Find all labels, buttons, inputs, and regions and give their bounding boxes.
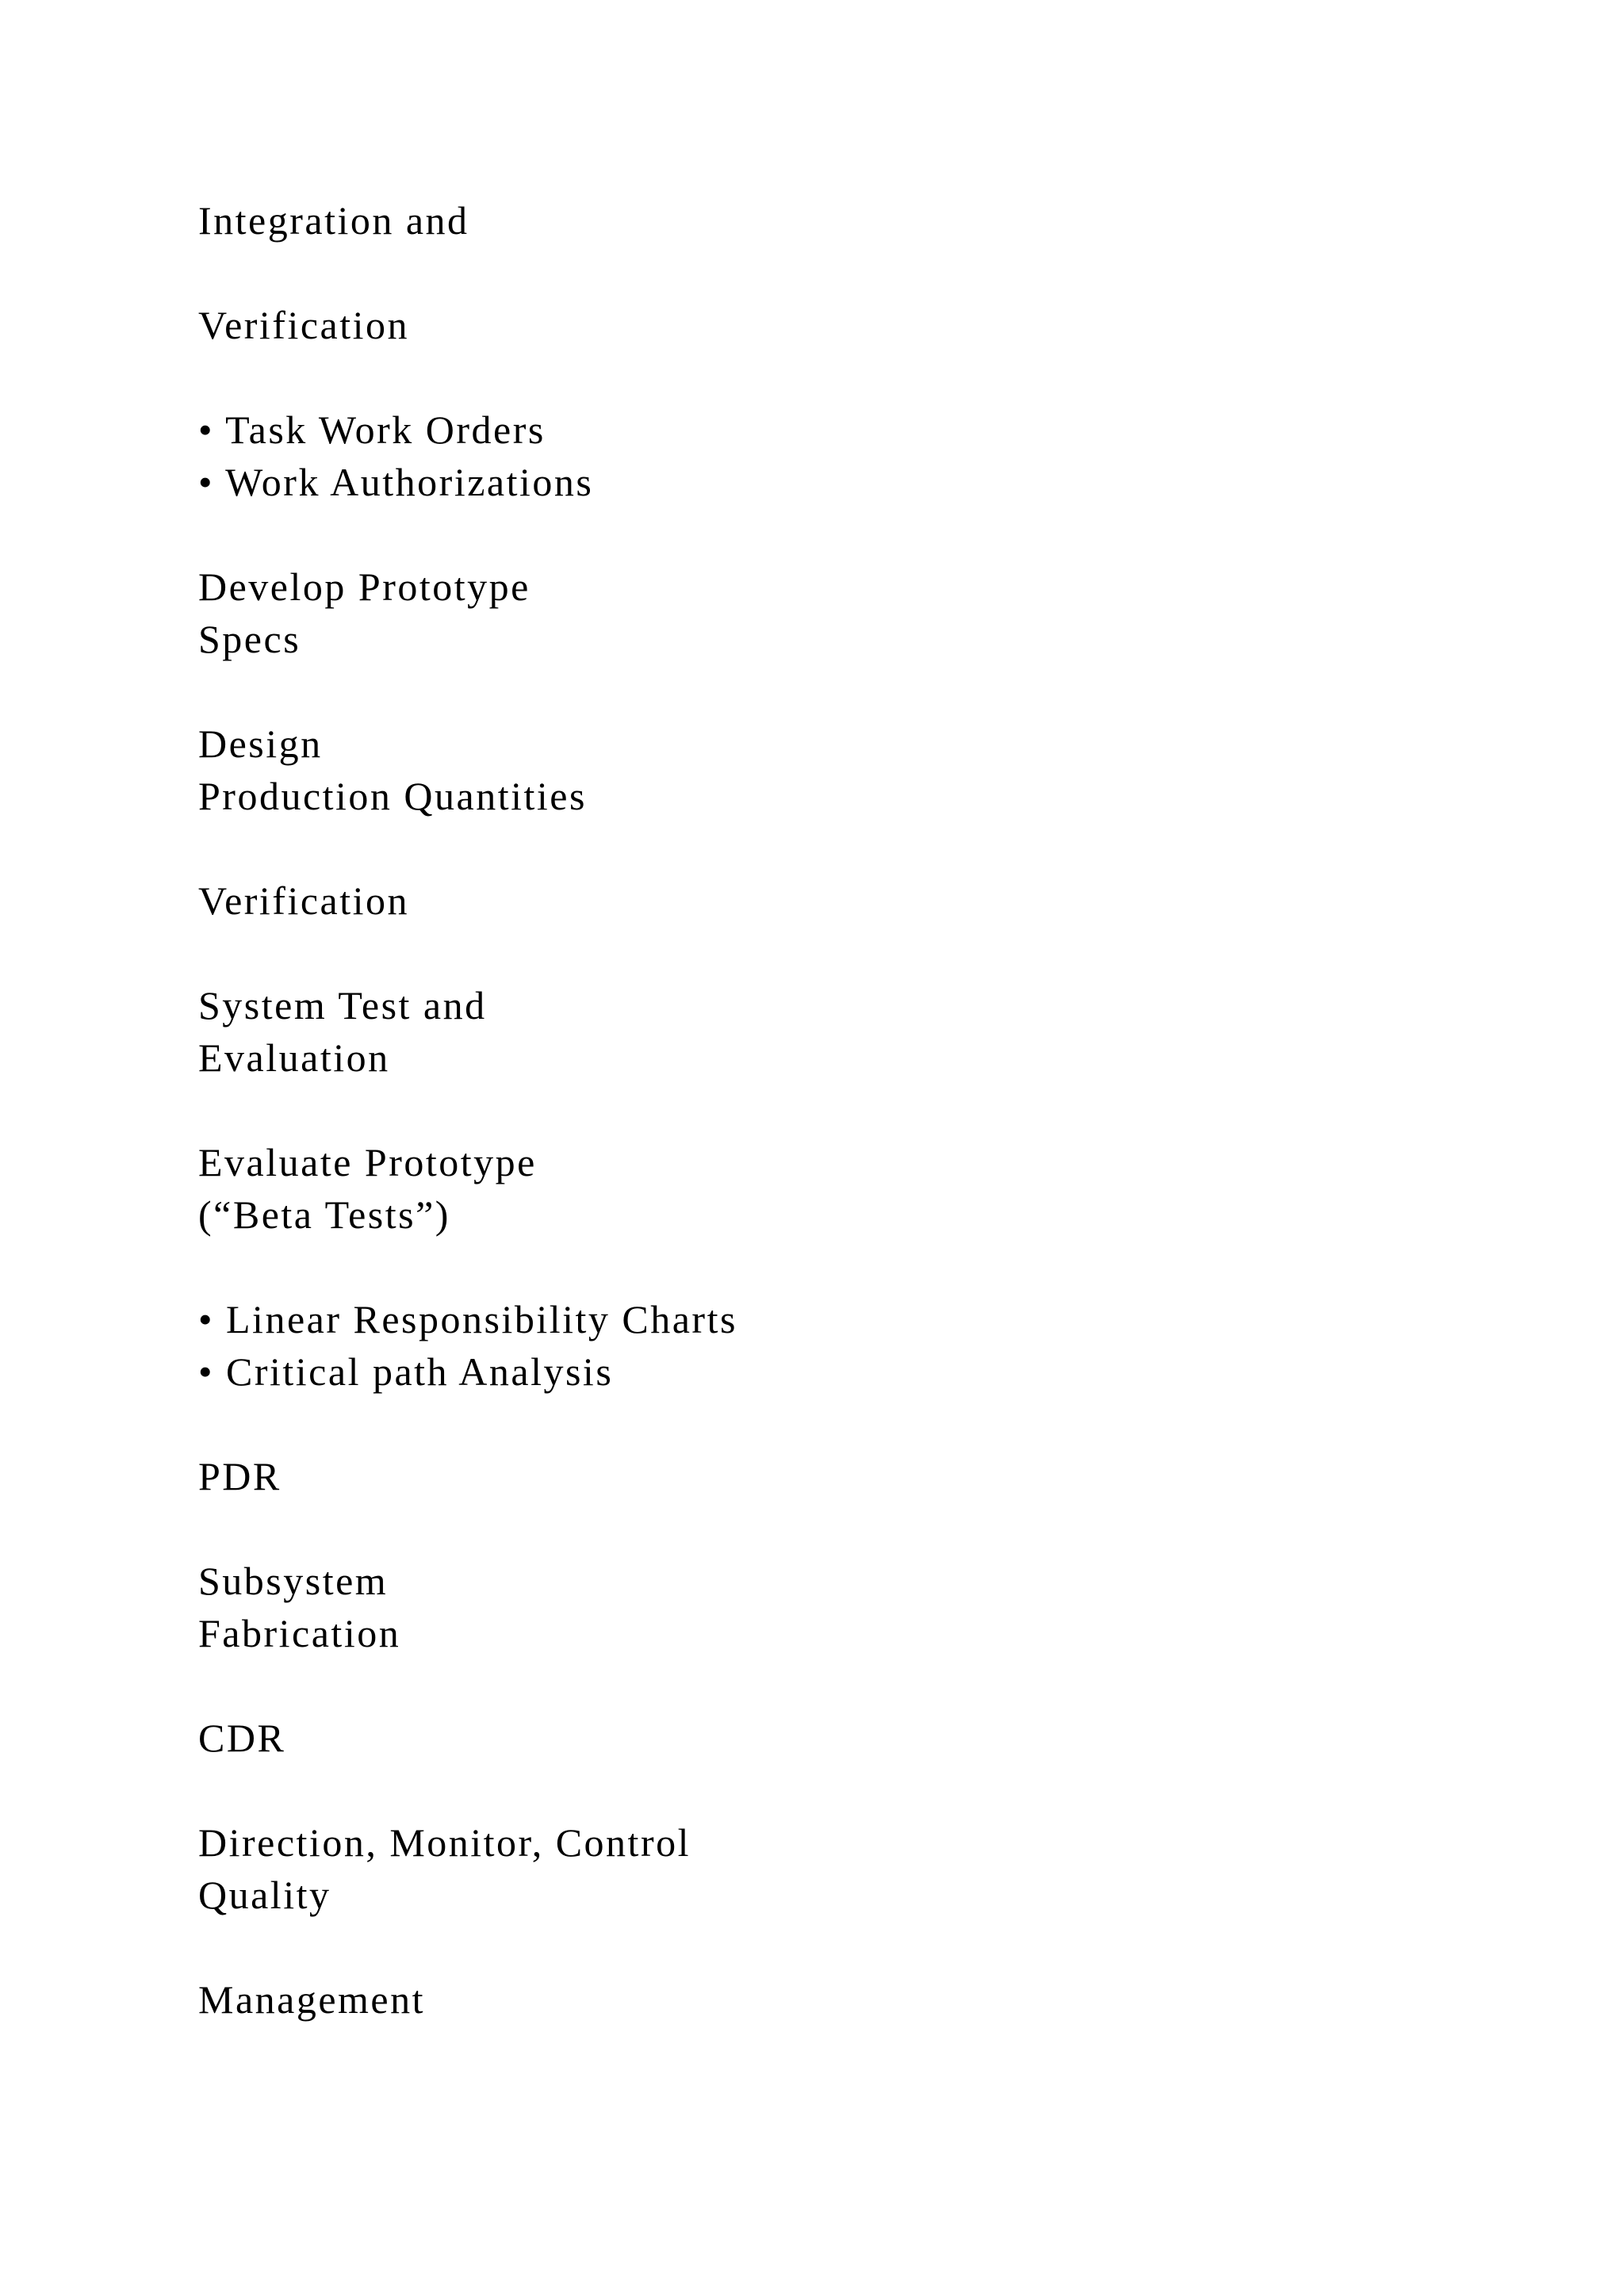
paragraph-subsystem [198,1555,1546,1659]
paragraph-system-test [198,979,1546,1084]
text-line: Verification [198,878,410,923]
text-line: Integration and [198,198,469,243]
paragraph-direction [198,1816,1546,1921]
text-line: Fabrication [198,1611,401,1655]
text-line: Verification [198,303,410,347]
text-line: System Test and [198,983,487,1027]
text-line: Quality [198,1873,331,1917]
paragraph-cdr [198,1712,1546,1764]
bullet-list-work-orders [198,404,1546,508]
text-line: Design [198,721,323,766]
bullet-item: • Task Work Orders [198,408,546,452]
bullet-item: • Work Authorizations [198,460,594,504]
text-line: PDR [198,1454,282,1498]
paragraph-develop-prototype [198,561,1546,665]
text-line: Direction, Monitor, Control [198,1820,691,1865]
text-line: Production Quantities [198,774,587,818]
paragraph-management [198,1973,1546,2026]
paragraph-evaluate-prototype [198,1136,1546,1241]
text-line: Develop Prototype [198,564,530,609]
bullet-item: • Critical path Analysis [198,1349,614,1394]
paragraph-verification [198,299,1546,351]
text-line: CDR [198,1716,286,1760]
text-line: Specs [198,617,301,661]
text-line: Evaluate Prototype [198,1140,537,1184]
paragraph-integration [198,194,1546,247]
paragraph-pdr [198,1450,1546,1502]
paragraph-verification-2 [198,874,1546,927]
document-body [198,194,1546,2078]
text-line: (“Beta Tests”) [198,1192,450,1237]
text-line: Management [198,1977,426,2022]
paragraph-design [198,718,1546,822]
bullet-list-charts [198,1293,1546,1398]
text-line: Subsystem [198,1559,389,1603]
text-line: Evaluation [198,1035,390,1080]
bullet-item: • Linear Responsibility Charts [198,1297,737,1341]
